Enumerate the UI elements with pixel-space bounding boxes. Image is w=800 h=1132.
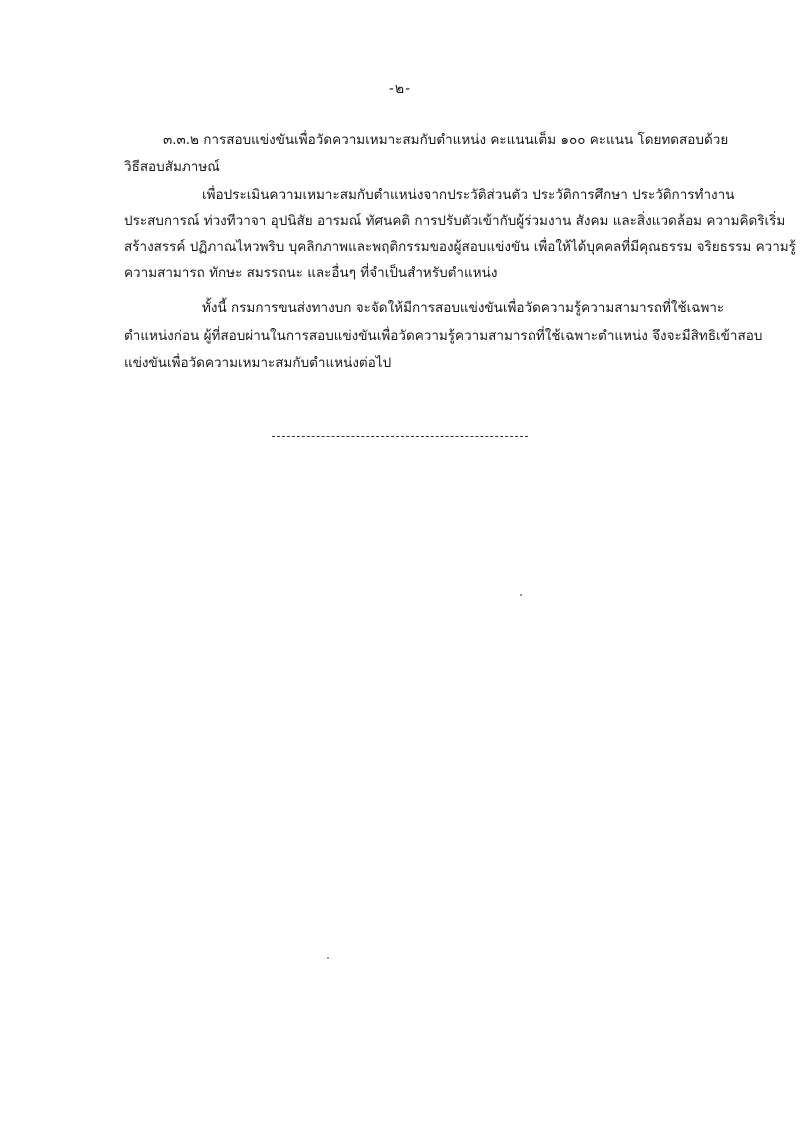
- purpose-paragraph-line-2: ประสบการณ์ ท่วงทีวาจา อุปนิสัย อารมณ์ ทัศนคติ การปรับตัวเข้ากับผู้ร่วมงาน สังคม และสิ่งแวดล้อม ความคิดริเริ่ม: [124, 213, 786, 229]
- section-3-3-2-line-2: วิธีสอบสัมภาษณ์: [124, 159, 220, 175]
- note-paragraph-line-3: แข่งขันเพื่อวัดความเหมาะสมกับตำแหน่งต่อไป: [124, 355, 392, 371]
- note-paragraph-line-2: ตำแหน่งก่อน ผู้ที่สอบผ่านในการสอบแข่งขันเพื่อวัดความรู้ความสามารถที่ใช้เฉพาะตำแหน่ง จึงจะมีสิทธิเข้าสอบ: [124, 328, 763, 344]
- end-separator-line: [272, 436, 528, 437]
- page-number: -๒-: [388, 81, 412, 97]
- purpose-paragraph-line-4: ความสามารถ ทักษะ สมรรถนะ และอื่นๆ ที่จำเป็นสำหรับตำแหน่ง: [124, 265, 498, 281]
- section-3-3-2-line-1: ๓.๓.๒ การสอบแข่งขันเพื่อวัดความเหมาะสมกับตำแหน่ง คะแนนเต็ม ๑๐๐ คะแนน โดยทดสอบด้วย: [163, 132, 729, 148]
- scan-speck: [520, 594, 522, 596]
- note-paragraph-line-1: ทั้งนี้ กรมการขนส่งทางบก จะจัดให้มีการสอบแข่งขันเพื่อวัดความรู้ความสามารถที่ใช้เฉพาะ: [202, 300, 725, 316]
- purpose-paragraph-line-1: เพื่อประเมินความเหมาะสมกับตำแหน่งจากประวัติส่วนตัว ประวัติการศึกษา ประวัติการทำงาน: [202, 187, 735, 203]
- scan-speck: [327, 957, 329, 959]
- purpose-paragraph-line-3: สร้างสรรค์ ปฏิภาณไหวพริบ บุคลิกภาพและพฤติกรรมของผู้สอบแข่งขัน เพื่อให้ได้บุคคลที่มีคุณธรรม จริยธรรม ความรู้: [124, 239, 796, 255]
